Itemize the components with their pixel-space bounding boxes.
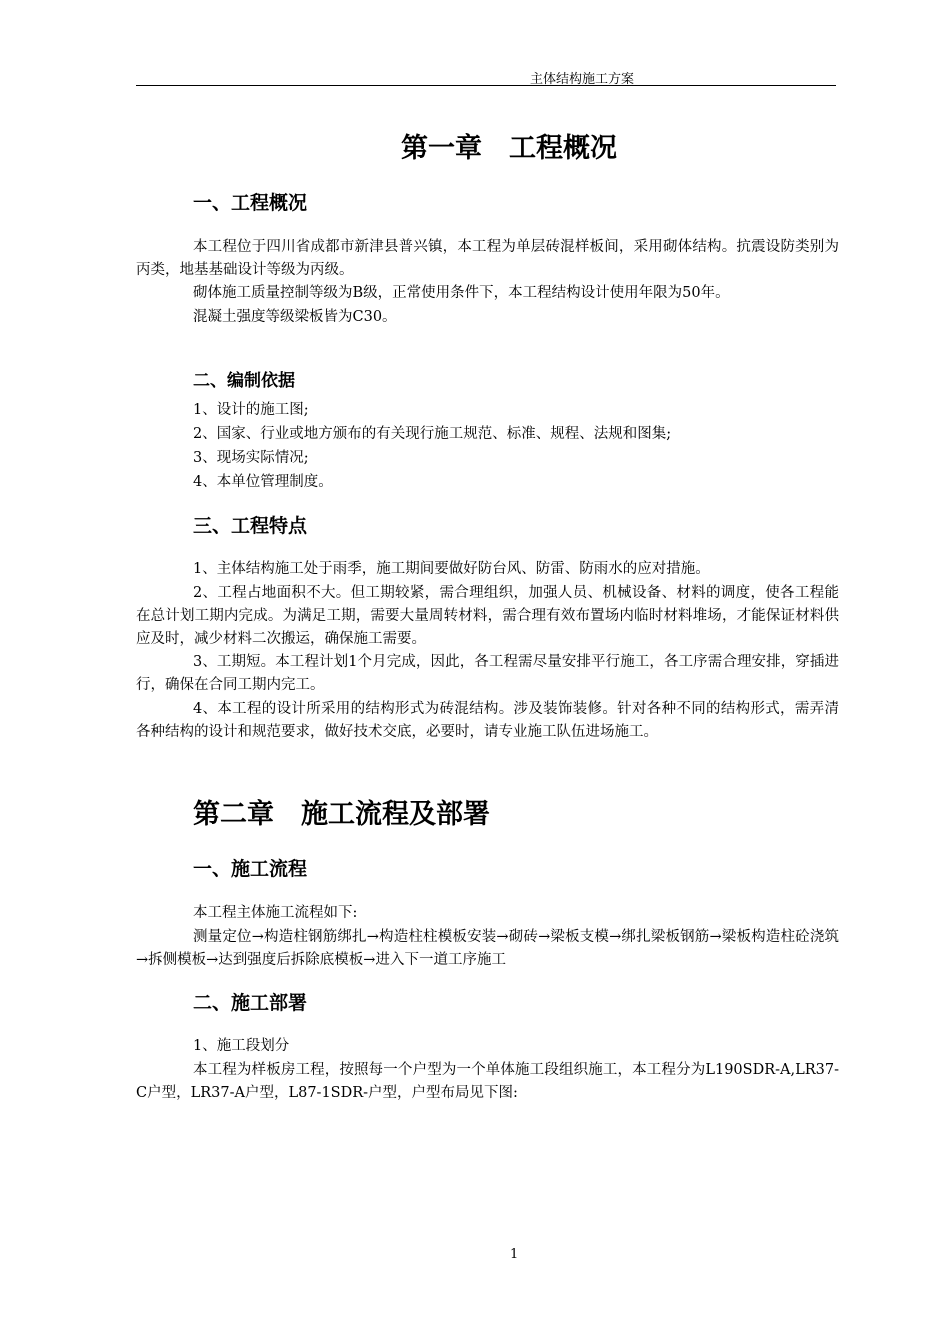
list-item: 2、国家、行业或地方颁布的有关现行施工规范、标准、规程、法规和图集;	[193, 426, 672, 442]
subsection-title: 1、施工段划分	[193, 1038, 290, 1054]
list-item: 2、工程占地面积不大。但工期较紧，需合理组织，加强人员、机械设备、材料的调度，使各工程能在总计划工期内完成。为满足工期，需要大量周转材料，需合理有效布置场内临时材料堆场，才能保证材料供应及时，减少材料二次搬运，确保施工需要。	[136, 585, 839, 647]
section-1-3-title: 三、工程特点	[193, 515, 308, 537]
list-item: 3、现场实际情况;	[193, 450, 309, 466]
section-1-2-title: 二、编制依据	[193, 371, 295, 391]
list-item: 1、主体结构施工处于雨季，施工期间要做好防台风、防雷、防雨水的应对措施。	[193, 561, 710, 577]
section-1-1-title: 一、工程概况	[193, 192, 308, 214]
list-item: 1、设计的施工图;	[193, 402, 309, 418]
paragraph: 砌体施工质量控制等级为B级，正常使用条件下，本工程结构设计使用年限为50年。	[193, 285, 730, 301]
paragraph: 本工程位于四川省成都市新津县普兴镇，本工程为单层砖混样板间，采用砌体结构。抗震设防类别为丙类，地基基础设计等级为丙级。	[136, 239, 839, 278]
section-2-1-title: 一、施工流程	[193, 858, 308, 880]
paragraph: 本工程主体施工流程如下:	[193, 905, 358, 921]
header-divider	[136, 85, 836, 86]
chapter-1-title: 第一章 工程概况	[401, 133, 617, 164]
list-item: 4、本单位管理制度。	[193, 474, 333, 490]
list-item: 3、工期短。本工程计划1个月完成，因此，各工程需尽量安排平行施工，各工序需合理安排，穿插进行，确保在合同工期内完工。	[136, 654, 839, 693]
page-number: 1	[510, 1247, 519, 1262]
flow-paragraph: 测量定位→构造柱钢筋绑扎→构造柱柱模板安装→砌砖→梁板支模→绑扎梁板钢筋→梁板构造柱砼浇筑→拆侧模板→达到强度后拆除底模板→进入下一道工序施工	[136, 929, 839, 968]
paragraph: 混凝土强度等级梁板皆为C30。	[193, 309, 397, 325]
paragraph: 本工程为样板房工程，按照每一个户型为一个单体施工段组织施工，本工程分为L190SDR-A,LR37-C户型，LR37-A户型，L87-1SDR-户型，户型布局见下图:	[136, 1062, 839, 1101]
header-title: 主体结构施工方案	[530, 72, 635, 87]
list-item: 4、本工程的设计所采用的结构形式为砖混结构。涉及装饰装修。针对各种不同的结构形式，需弄清各种结构的设计和规范要求，做好技术交底，必要时，请专业施工队伍进场施工。	[136, 701, 839, 740]
chapter-2-title: 第二章 施工流程及部署	[193, 799, 490, 830]
section-2-2-title: 二、施工部署	[193, 992, 308, 1014]
